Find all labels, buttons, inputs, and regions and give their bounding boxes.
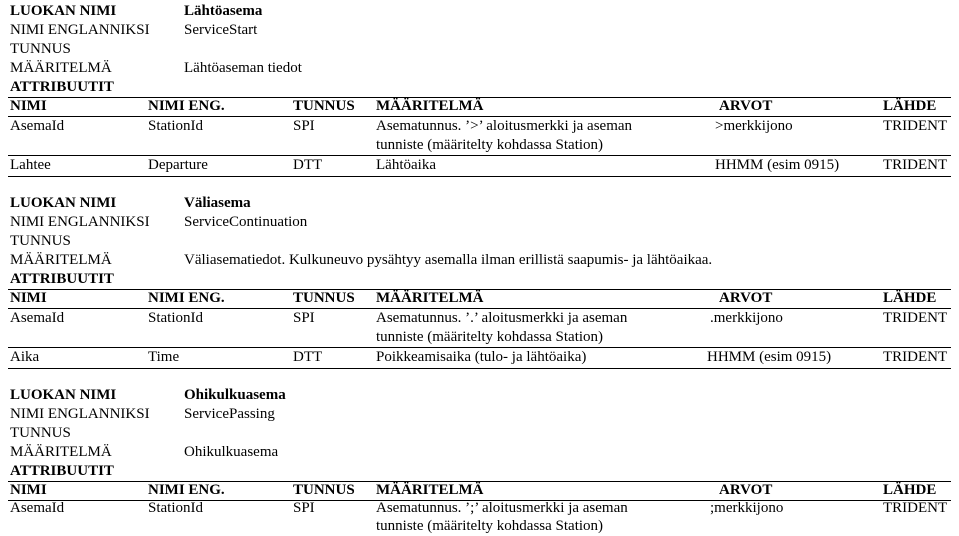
cell-nimi-eng: StationId (148, 310, 203, 326)
col-header-nimi-eng: NIMI ENG. (148, 98, 225, 114)
attributes-label: ATTRIBUUTIT (10, 271, 114, 287)
cell-lahde: TRIDENT (883, 310, 948, 326)
cell-arvot: >merkkijono (715, 118, 793, 134)
definition-value: Ohikulkuasema (184, 444, 279, 460)
col-header-arvot: ARVOT (719, 98, 773, 114)
class-block-valiasema (0, 192, 959, 372)
cell-lahde: TRIDENT (883, 349, 948, 365)
definition-label: MÄÄRITELMÄ (10, 252, 112, 268)
cell-nimi-eng: Departure (148, 157, 208, 173)
cell-nimi-eng: StationId (148, 118, 203, 134)
class-block-lahtoasema (0, 0, 959, 180)
col-header-nimi: NIMI (10, 98, 47, 114)
table-row (0, 348, 959, 367)
class-name-label: LUOKAN NIMI (10, 195, 117, 211)
divider (8, 368, 951, 369)
col-header-nimi: NIMI (10, 290, 47, 306)
col-header-nimi-eng: NIMI ENG. (148, 290, 225, 306)
cell-tunnus: DTT (293, 349, 323, 365)
cell-maaritelma: Lähtöaika (376, 157, 436, 173)
table-row (0, 156, 959, 175)
code-label: TUNNUS (10, 425, 71, 441)
col-header-lahde: LÄHDE (883, 98, 937, 114)
col-header-nimi: NIMI (10, 482, 47, 498)
cell-nimi-eng: StationId (148, 500, 203, 516)
english-name-value: ServicePassing (184, 406, 275, 422)
cell-arvot: HHMM (esim 0915) (707, 349, 832, 365)
class-block-ohikulkuasema (0, 384, 959, 536)
cell-nimi: AsemaId (10, 500, 65, 516)
col-header-arvot: ARVOT (719, 482, 773, 498)
col-header-nimi-eng: NIMI ENG. (148, 482, 225, 498)
cell-maaritelma: Asematunnus. ’>’ aloitusmerkki ja aseman (376, 118, 633, 134)
english-name-value: ServiceStart (184, 22, 258, 38)
cell-tunnus: DTT (293, 157, 323, 173)
col-header-maaritelma: MÄÄRITELMÄ (376, 290, 484, 306)
cell-maaritelma-cont: tunniste (määritelty kohdassa Station) (376, 518, 604, 534)
col-header-lahde: LÄHDE (883, 290, 937, 306)
col-header-tunnus: TUNNUS (293, 482, 355, 498)
class-name-label: LUOKAN NIMI (10, 387, 117, 403)
attribute-table-header (0, 481, 959, 500)
english-name-label: NIMI ENGLANNIKSI (10, 406, 150, 422)
attribute-table-header (0, 97, 959, 116)
col-header-arvot: ARVOT (719, 290, 773, 306)
english-name-value: ServiceContinuation (184, 214, 308, 230)
code-label: TUNNUS (10, 41, 71, 57)
attribute-table-header (0, 289, 959, 308)
attributes-label: ATTRIBUUTIT (10, 79, 114, 95)
definition-label: MÄÄRITELMÄ (10, 60, 112, 76)
cell-nimi: Lahtee (10, 157, 51, 173)
definition-label: MÄÄRITELMÄ (10, 444, 112, 460)
cell-tunnus: SPI (293, 310, 315, 326)
cell-arvot: ;merkkijono (710, 500, 784, 516)
class-name-value: Väliasema (184, 195, 251, 211)
cell-arvot: .merkkijono (710, 310, 783, 326)
cell-maaritelma: Asematunnus. ’.’ aloitusmerkki ja aseman (376, 310, 628, 326)
divider (8, 176, 951, 177)
cell-tunnus: SPI (293, 118, 315, 134)
cell-nimi: AsemaId (10, 310, 65, 326)
cell-lahde: TRIDENT (883, 500, 948, 516)
cell-lahde: TRIDENT (883, 118, 948, 134)
definition-value: Väliasematiedot. Kulkuneuvo pysähtyy asemalla ilman erillistä saapumis- ja lähtöaikaa. (184, 252, 713, 268)
cell-arvot: HHMM (esim 0915) (715, 157, 840, 173)
class-name-label: LUOKAN NIMI (10, 3, 117, 19)
class-name-value: Lähtöasema (184, 3, 263, 19)
definition-value: Lähtöaseman tiedot (184, 60, 302, 76)
english-name-label: NIMI ENGLANNIKSI (10, 22, 150, 38)
cell-tunnus: SPI (293, 500, 315, 516)
cell-maaritelma: Asematunnus. ’;’ aloitusmerkki ja aseman (376, 500, 628, 516)
english-name-label: NIMI ENGLANNIKSI (10, 214, 150, 230)
cell-maaritelma-cont: tunniste (määritelty kohdassa Station) (376, 329, 604, 345)
col-header-maaritelma: MÄÄRITELMÄ (376, 98, 484, 114)
cell-maaritelma-cont: tunniste (määritelty kohdassa Station) (376, 137, 604, 153)
class-name-value: Ohikulkuasema (184, 387, 286, 403)
cell-lahde: TRIDENT (883, 157, 948, 173)
cell-nimi-eng: Time (148, 349, 180, 365)
col-header-tunnus: TUNNUS (293, 98, 355, 114)
cell-maaritelma: Poikkeamisaika (tulo- ja lähtöaika) (376, 349, 587, 365)
col-header-lahde: LÄHDE (883, 482, 937, 498)
cell-nimi: AsemaId (10, 118, 65, 134)
cell-nimi: Aika (10, 349, 40, 365)
code-label: TUNNUS (10, 233, 71, 249)
col-header-tunnus: TUNNUS (293, 290, 355, 306)
col-header-maaritelma: MÄÄRITELMÄ (376, 482, 484, 498)
attributes-label: ATTRIBUUTIT (10, 463, 114, 479)
